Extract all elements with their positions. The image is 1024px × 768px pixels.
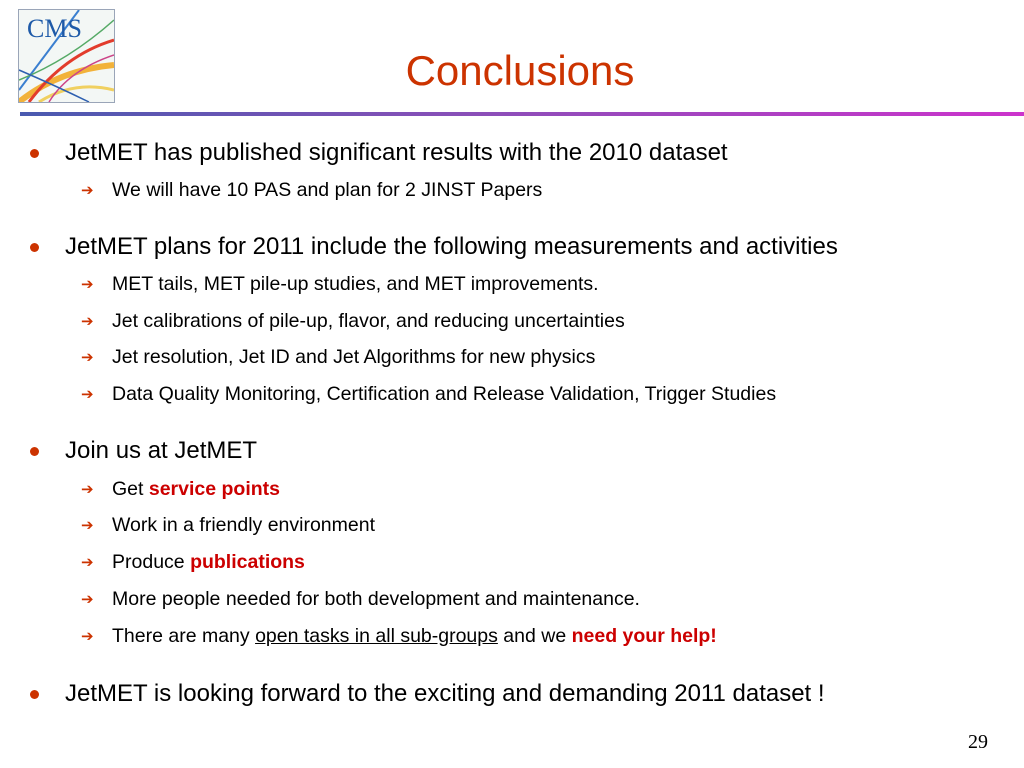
dot-bullet-icon bbox=[30, 243, 39, 252]
sub-bullet-jet-resolution: Jet resolution, Jet ID and Jet Algorithms for new physics bbox=[112, 346, 596, 368]
arrow-right-icon: ➔ bbox=[81, 385, 94, 403]
arrow-right-icon: ➔ bbox=[81, 590, 94, 608]
sub-bullet-text: Get bbox=[112, 478, 149, 500]
cms-logo-text: CMS bbox=[27, 14, 82, 43]
bullet-join-us: Join us at JetMET bbox=[65, 437, 258, 464]
emphasis-text: need your help! bbox=[571, 625, 717, 647]
sub-bullet-friendly-environment: Work in a friendly environment bbox=[112, 514, 376, 536]
slide-title: Conclusions bbox=[405, 47, 635, 94]
sub-bullet-more-people: More people needed for both development and maintenance. bbox=[112, 588, 640, 610]
dot-bullet-icon bbox=[30, 149, 39, 158]
sub-bullet-open-tasks bbox=[112, 623, 717, 649]
dot-bullet-icon bbox=[30, 690, 39, 699]
bullet-published-results: JetMET has published significant results with the 2010 dataset bbox=[65, 139, 728, 166]
arrow-right-icon: ➔ bbox=[81, 181, 94, 199]
page-number: 29 bbox=[968, 731, 988, 753]
arrow-right-icon: ➔ bbox=[81, 312, 94, 330]
emphasis-text: publications bbox=[190, 551, 305, 573]
arrow-right-icon: ➔ bbox=[81, 627, 94, 645]
emphasis-text: service points bbox=[148, 478, 280, 500]
sub-bullet-jet-calibrations: Jet calibrations of pile-up, flavor, and reducing uncertainties bbox=[112, 310, 625, 332]
arrow-right-icon: ➔ bbox=[81, 275, 94, 293]
sub-bullet-data-quality: Data Quality Monitoring, Certification and Release Validation, Trigger Studies bbox=[112, 383, 777, 405]
bullet-looking-forward: JetMET is looking forward to the exciting and demanding 2011 dataset ! bbox=[65, 680, 825, 707]
dot-bullet-icon bbox=[30, 447, 39, 456]
arrow-right-icon: ➔ bbox=[81, 348, 94, 366]
bullet-plans-2011: JetMET plans for 2011 include the following measurements and activities bbox=[65, 233, 838, 260]
sub-bullet-service-points bbox=[112, 476, 280, 502]
arrow-right-icon: ➔ bbox=[81, 480, 94, 498]
sub-bullet-text: There are many bbox=[112, 625, 256, 647]
arrow-right-icon: ➔ bbox=[81, 516, 94, 534]
sub-bullet-pas-papers: We will have 10 PAS and plan for 2 JINST Papers bbox=[112, 179, 543, 201]
underlined-text: open tasks in all sub-groups bbox=[255, 625, 498, 647]
sub-bullet-met-studies: MET tails, MET pile-up studies, and MET improvements. bbox=[112, 273, 599, 295]
sub-bullet-text: and we bbox=[497, 625, 572, 647]
sub-bullet-text: Produce bbox=[112, 551, 191, 573]
sub-bullet-publications bbox=[112, 549, 305, 575]
arrow-right-icon: ➔ bbox=[81, 553, 94, 571]
